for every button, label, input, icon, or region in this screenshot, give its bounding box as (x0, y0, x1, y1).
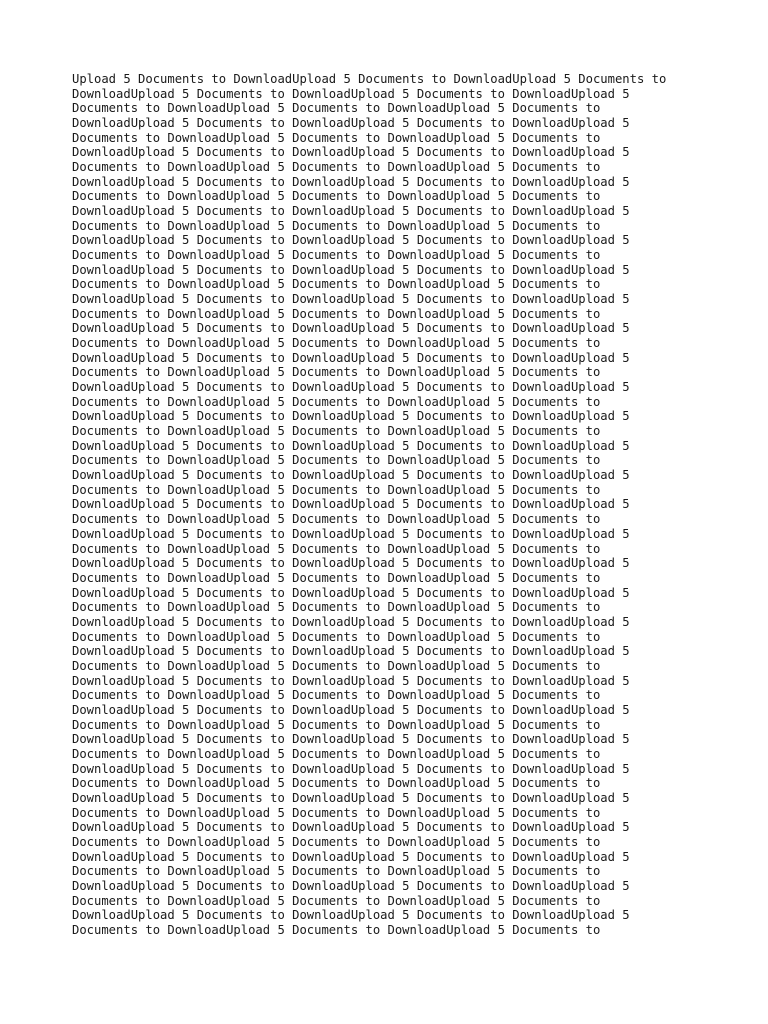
text-line: Documents to DownloadUpload 5 Documents to DownloadUpload 5 Documents to (72, 130, 601, 145)
text-line: Documents to DownloadUpload 5 Documents to DownloadUpload 5 Documents to (72, 160, 601, 175)
text-line: Documents to DownloadUpload 5 Documents to DownloadUpload 5 Documents to (72, 101, 601, 116)
text-line: DownloadUpload 5 Documents to DownloadUpload 5 Documents to DownloadUpload 5 (72, 644, 630, 659)
text-line: Documents to DownloadUpload 5 Documents to DownloadUpload 5 Documents to (72, 189, 601, 204)
text-line: DownloadUpload 5 Documents to DownloadUpload 5 Documents to DownloadUpload 5 (72, 908, 630, 923)
text-line: Documents to DownloadUpload 5 Documents to DownloadUpload 5 Documents to (72, 248, 601, 263)
text-line: DownloadUpload 5 Documents to DownloadUpload 5 Documents to DownloadUpload 5 (72, 292, 630, 307)
text-line: Documents to DownloadUpload 5 Documents to DownloadUpload 5 Documents to (72, 365, 601, 380)
text-line: DownloadUpload 5 Documents to DownloadUpload 5 Documents to DownloadUpload 5 (72, 262, 630, 277)
text-line: Documents to DownloadUpload 5 Documents to DownloadUpload 5 Documents to (72, 746, 601, 761)
text-line: Documents to DownloadUpload 5 Documents to DownloadUpload 5 Documents to (72, 893, 601, 908)
text-line: DownloadUpload 5 Documents to DownloadUpload 5 Documents to DownloadUpload 5 (72, 614, 630, 629)
text-line: DownloadUpload 5 Documents to DownloadUpload 5 Documents to DownloadUpload 5 (72, 468, 630, 483)
text-line: DownloadUpload 5 Documents to DownloadUpload 5 Documents to DownloadUpload 5 (72, 790, 630, 805)
text-line: DownloadUpload 5 Documents to DownloadUpload 5 Documents to DownloadUpload 5 (72, 878, 630, 893)
text-line: Documents to DownloadUpload 5 Documents to DownloadUpload 5 Documents to (72, 424, 601, 439)
text-line: DownloadUpload 5 Documents to DownloadUpload 5 Documents to DownloadUpload 5 (72, 145, 630, 160)
text-line: DownloadUpload 5 Documents to DownloadUpload 5 Documents to DownloadUpload 5 (72, 526, 630, 541)
text-line: DownloadUpload 5 Documents to DownloadUpload 5 Documents to DownloadUpload 5 (72, 673, 630, 688)
text-line: DownloadUpload 5 Documents to DownloadUpload 5 Documents to DownloadUpload 5 (72, 438, 630, 453)
text-line: Documents to DownloadUpload 5 Documents to DownloadUpload 5 Documents to (72, 776, 601, 791)
text-line: Documents to DownloadUpload 5 Documents to DownloadUpload 5 Documents to (72, 277, 601, 292)
text-line: Documents to DownloadUpload 5 Documents to DownloadUpload 5 Documents to (72, 336, 601, 351)
text-line: DownloadUpload 5 Documents to DownloadUpload 5 Documents to DownloadUpload 5 (72, 204, 630, 219)
text-line: DownloadUpload 5 Documents to DownloadUpload 5 Documents to DownloadUpload 5 (72, 350, 630, 365)
text-line: Documents to DownloadUpload 5 Documents to DownloadUpload 5 Documents to (72, 717, 601, 732)
text-line: DownloadUpload 5 Documents to DownloadUpload 5 Documents to DownloadUpload 5 (72, 702, 630, 717)
text-line: Documents to DownloadUpload 5 Documents to DownloadUpload 5 Documents to (72, 805, 601, 820)
text-line: Documents to DownloadUpload 5 Documents to DownloadUpload 5 Documents to (72, 688, 601, 703)
text-line: DownloadUpload 5 Documents to DownloadUpload 5 Documents to DownloadUpload 5 (72, 497, 630, 512)
text-line: DownloadUpload 5 Documents to DownloadUpload 5 Documents to DownloadUpload 5 (72, 233, 630, 248)
document-body-text (72, 72, 692, 938)
text-line: Documents to DownloadUpload 5 Documents to DownloadUpload 5 Documents to (72, 834, 601, 849)
text-line: DownloadUpload 5 Documents to DownloadUpload 5 Documents to DownloadUpload 5 (72, 321, 630, 336)
text-line: Documents to DownloadUpload 5 Documents to DownloadUpload 5 Documents to (72, 512, 601, 527)
text-line: Documents to DownloadUpload 5 Documents to DownloadUpload 5 Documents to (72, 306, 601, 321)
text-line: DownloadUpload 5 Documents to DownloadUpload 5 Documents to DownloadUpload 5 (72, 556, 630, 571)
text-line: Documents to DownloadUpload 5 Documents to DownloadUpload 5 Documents to (72, 218, 601, 233)
text-line: DownloadUpload 5 Documents to DownloadUpload 5 Documents to DownloadUpload 5 (72, 86, 630, 101)
text-line: Upload 5 Documents to DownloadUpload 5 Documents to DownloadUpload 5 Documents to (72, 72, 667, 86)
text-line: DownloadUpload 5 Documents to DownloadUpload 5 Documents to DownloadUpload 5 (72, 849, 630, 864)
text-line: Documents to DownloadUpload 5 Documents to DownloadUpload 5 Documents to (72, 541, 601, 556)
text-line: DownloadUpload 5 Documents to DownloadUpload 5 Documents to DownloadUpload 5 (72, 380, 630, 395)
text-line: DownloadUpload 5 Documents to DownloadUpload 5 Documents to DownloadUpload 5 (72, 761, 630, 776)
text-line: Documents to DownloadUpload 5 Documents to DownloadUpload 5 Documents to (72, 482, 601, 497)
text-line: DownloadUpload 5 Documents to DownloadUpload 5 Documents to DownloadUpload 5 (72, 820, 630, 835)
text-line: DownloadUpload 5 Documents to DownloadUpload 5 Documents to DownloadUpload 5 (72, 732, 630, 747)
text-line: Documents to DownloadUpload 5 Documents to DownloadUpload 5 Documents to (72, 629, 601, 644)
text-line: DownloadUpload 5 Documents to DownloadUpload 5 Documents to DownloadUpload 5 (72, 585, 630, 600)
text-line: Documents to DownloadUpload 5 Documents to DownloadUpload 5 Documents to (72, 570, 601, 585)
text-line: DownloadUpload 5 Documents to DownloadUpload 5 Documents to DownloadUpload 5 (72, 116, 630, 131)
text-line: DownloadUpload 5 Documents to DownloadUpload 5 Documents to DownloadUpload 5 (72, 174, 630, 189)
text-line: Documents to DownloadUpload 5 Documents to DownloadUpload 5 Documents to (72, 453, 601, 468)
text-line: Documents to DownloadUpload 5 Documents to DownloadUpload 5 Documents to (72, 922, 601, 937)
text-line: Documents to DownloadUpload 5 Documents to DownloadUpload 5 Documents to (72, 600, 601, 615)
text-line: DownloadUpload 5 Documents to DownloadUpload 5 Documents to DownloadUpload 5 (72, 409, 630, 424)
text-line: Documents to DownloadUpload 5 Documents to DownloadUpload 5 Documents to (72, 658, 601, 673)
text-line: Documents to DownloadUpload 5 Documents to DownloadUpload 5 Documents to (72, 394, 601, 409)
text-line: Documents to DownloadUpload 5 Documents to DownloadUpload 5 Documents to (72, 864, 601, 879)
